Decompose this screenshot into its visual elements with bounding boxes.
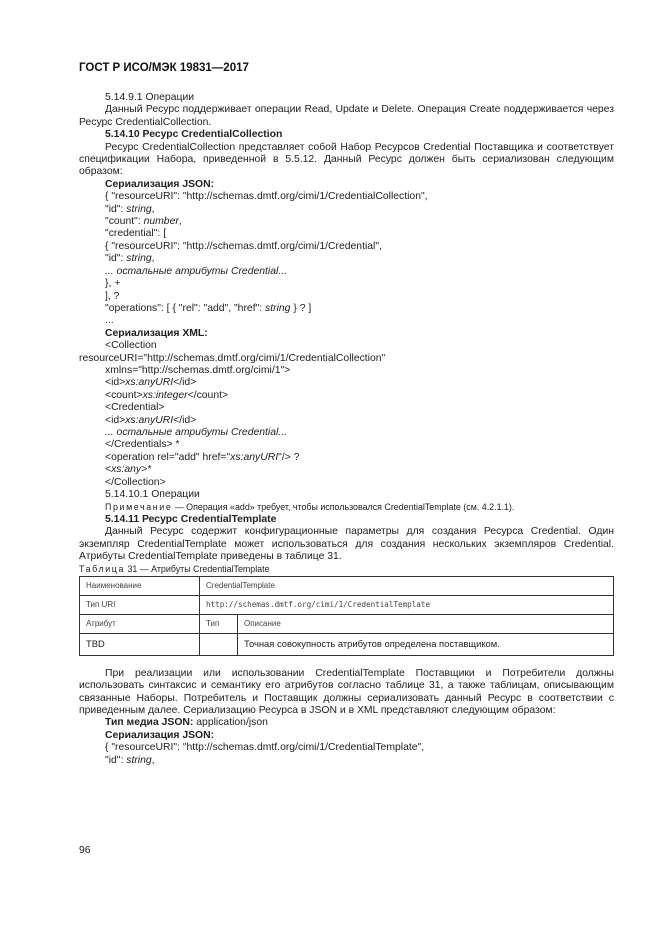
table-cell: Точная совокупность атрибутов определена поставщиком. bbox=[238, 633, 614, 655]
code-line: "id": string, bbox=[105, 203, 155, 215]
table-cell: http://schemas.dmtf.org/cimi/1/CredentialTemplate bbox=[200, 595, 614, 614]
code-line: { "resourceURI": "http://schemas.dmtf.org/cimi/1/CredentialCollection", bbox=[105, 191, 428, 203]
table-cell: CredentialTemplate bbox=[200, 576, 614, 595]
code-line: ... остальные атрибуты Credential... bbox=[105, 265, 287, 277]
note-text: — Операция «add» требует, чтобы использовался CredentialTemplate (см. 4.2.1.1). bbox=[172, 502, 515, 513]
code-line: <count>xs:integer</count> bbox=[105, 389, 229, 401]
paragraph: Данный Ресурс содержит конфигурационные параметры для создания Ресурса Credential. Один экземпляр CredentialTemplate может использоваться для создания нескольких экземпляров Credential. Атрибуты CredentialTemplate приведены в таблице 31. bbox=[79, 526, 614, 563]
code-line: <Credential> bbox=[105, 402, 165, 414]
json-heading: Сериализация JSON: bbox=[105, 178, 215, 190]
code-line: <id>xs:anyURI</id> bbox=[105, 377, 197, 389]
section-heading: 5.14.10.1 Операции bbox=[105, 489, 200, 500]
code-line: { "resourceURI": "http://schemas.dmtf.org/cimi/1/CredentialTemplate", bbox=[105, 742, 425, 754]
document-header: ГОСТ Р ИСО/МЭК 19831—2017 bbox=[79, 62, 249, 74]
table-row bbox=[80, 614, 614, 633]
table-caption: Таблица 31 — Атрибуты CredentialTemplate bbox=[79, 564, 270, 575]
media-type-line: Тип медиа JSON: application/json bbox=[105, 717, 268, 729]
code-line: ... остальные атрибуты Credential... bbox=[105, 426, 287, 438]
attributes-table bbox=[79, 576, 614, 656]
section-heading: 5.14.9.1 Операции bbox=[105, 92, 195, 103]
xml-heading: Сериализация XML: bbox=[105, 327, 208, 339]
section-title: 5.14.10 Ресурс CredentialCollection bbox=[105, 129, 283, 141]
code-line: <id>xs:anyURI</id> bbox=[105, 414, 197, 426]
code-line: "credential": [ bbox=[105, 228, 167, 240]
table-cell: Описание bbox=[238, 614, 614, 633]
table-row bbox=[80, 576, 614, 595]
table-cell: Тип bbox=[200, 614, 238, 633]
code-line: "operations": [ { "rel": "add", "href": string } ? ] bbox=[105, 302, 312, 314]
table-cell: Атрибут bbox=[80, 614, 200, 633]
code-line: ], ? bbox=[105, 290, 120, 302]
code-line: }, + bbox=[105, 278, 121, 290]
code-line: ... bbox=[105, 315, 114, 327]
json-heading: Сериализация JSON: bbox=[105, 729, 215, 741]
section-title: 5.14.11 Ресурс CredentialTemplate bbox=[105, 513, 277, 525]
code-line: xmlns="http://schemas.dmtf.org/cimi/1"> bbox=[105, 364, 291, 376]
page-number: 96 bbox=[79, 845, 91, 856]
note-label: Примечание bbox=[105, 502, 173, 513]
paragraph: Ресурс CredentialCollection представляет собой Набор Ресурсов Credential Поставщика и соответствует спецификации Набора, приведенной в 5.5.12. Данный Ресурс должен быть сериализован следующим образом: bbox=[79, 141, 614, 178]
code-line: "id": string, bbox=[105, 754, 155, 766]
code-line: <operation rel="add" href="xs:anyURI"/> ? bbox=[105, 451, 300, 463]
note bbox=[79, 501, 614, 513]
code-line: <xs:any>* bbox=[105, 464, 152, 476]
code-line: "id": string, bbox=[105, 253, 155, 265]
code-line: { "resourceURI": "http://schemas.dmtf.org/cimi/1/Credential", bbox=[105, 240, 382, 252]
code-line: </Collection> bbox=[105, 476, 166, 488]
page-content bbox=[79, 92, 614, 767]
code-line: resourceURI="http://schemas.dmtf.org/cimi/1/CredentialCollection" bbox=[79, 352, 386, 364]
table-row bbox=[80, 633, 614, 655]
code-line: <Collection bbox=[105, 340, 157, 352]
table-cell bbox=[200, 633, 238, 655]
code-line: "count": number, bbox=[105, 216, 182, 228]
code-line: </Credentials> * bbox=[105, 439, 180, 451]
table-row bbox=[80, 595, 614, 614]
paragraph: Данный Ресурс поддерживает операции Read, Update и Delete. Операция Create поддерживается через Ресурс CredentialCollection. bbox=[79, 104, 614, 128]
paragraph: При реализации или использовании CredentialTemplate Поставщики и Потребители должны использовать синтаксис и семантику его атрибутов согласно таблице 31, а также таблицам, описывающим связанные Наборы. Потребитель и Поставщик должны сериализовать данный Ресурс в соответствии с приведенным далее. Сериализацию Ресурса в JSON и в XML представляют следующим образом: bbox=[79, 667, 614, 717]
table-cell: Наименование bbox=[80, 576, 200, 595]
table-cell: Тип URI bbox=[80, 595, 200, 614]
table-cell: TBD bbox=[80, 633, 200, 655]
